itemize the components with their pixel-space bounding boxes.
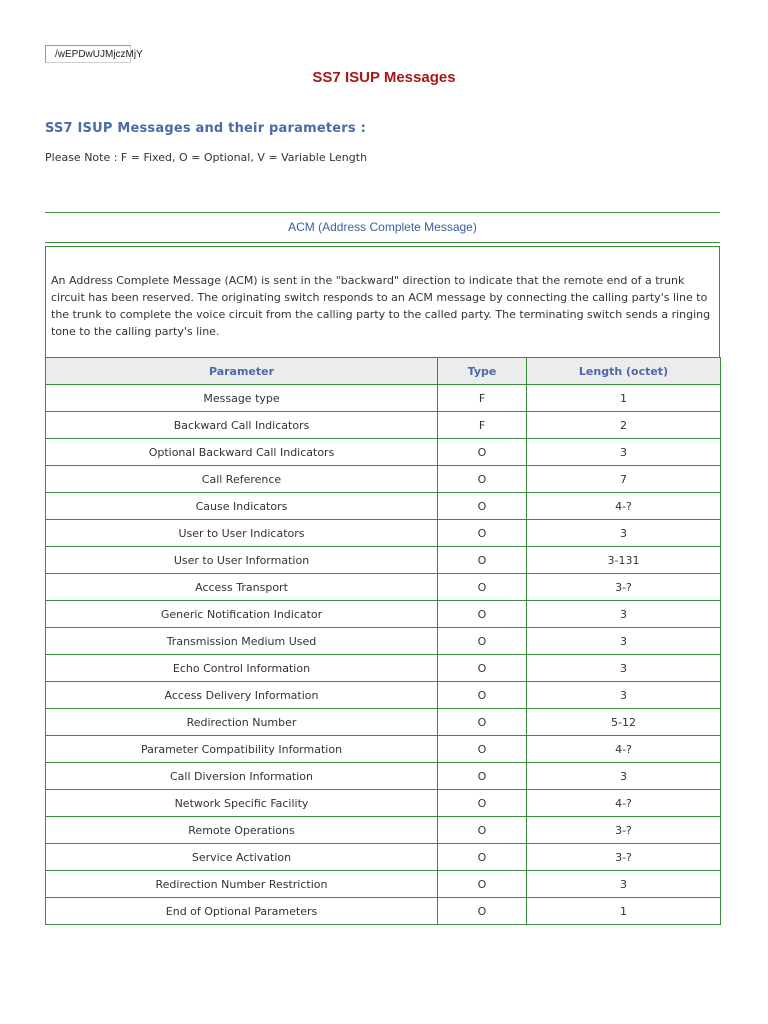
type-cell: O [438,439,527,466]
section-heading: SS7 ISUP Messages and their parameters : [45,121,366,136]
table-row [46,493,721,520]
type-cell: O [438,520,527,547]
parameter-cell: Echo Control Information [46,655,438,682]
table-row [46,412,721,439]
parameter-cell: Optional Backward Call Indicators [46,439,438,466]
parameter-cell: Access Transport [46,574,438,601]
table-row [46,466,721,493]
type-cell: O [438,547,527,574]
table-row [46,709,721,736]
table-row [46,898,721,925]
table-row [46,601,721,628]
length-cell: 3 [527,763,721,790]
parameter-cell: Transmission Medium Used [46,628,438,655]
parameter-cell: Parameter Compatibility Information [46,736,438,763]
length-cell: 3 [527,655,721,682]
table-row [46,844,721,871]
table-row [46,655,721,682]
length-cell: 3 [527,682,721,709]
parameter-cell: Backward Call Indicators [46,412,438,439]
length-cell: 2 [527,412,721,439]
length-cell: 3-? [527,817,721,844]
parameter-cell: Message type [46,385,438,412]
parameter-cell: Call Reference [46,466,438,493]
parameter-cell: Network Specific Facility [46,790,438,817]
length-cell: 7 [527,466,721,493]
type-cell: O [438,817,527,844]
length-cell: 3-? [527,844,721,871]
length-cell: 3 [527,871,721,898]
table-row [46,763,721,790]
table-header-row [46,358,721,385]
table-body [46,385,721,925]
type-cell: O [438,736,527,763]
table-row [46,628,721,655]
type-cell: O [438,574,527,601]
length-cell: 1 [527,385,721,412]
type-cell: O [438,493,527,520]
table-row [46,385,721,412]
length-cell: 3 [527,628,721,655]
parameter-cell: Redirection Number [46,709,438,736]
length-cell: 3-? [527,574,721,601]
parameter-cell: Call Diversion Information [46,763,438,790]
message-description: An Address Complete Message (ACM) is sent in the "backward" direction to indicate that the remote end of a trunk circuit has been reserved. The originating switch responds to an ACM message by connecting the calling party's line to the trunk to complete the voice circuit from the calling party to the called party. The terminating switch sends a ringing tone to the calling party's line. [45,246,720,357]
parameters-table [45,357,721,925]
length-cell: 5-12 [527,709,721,736]
column-header-parameter: Parameter [46,358,438,385]
length-cell: 3 [527,601,721,628]
message-title: ACM (Address Complete Message) [45,212,720,243]
page-title: SS7 ISUP Messages [312,69,456,86]
parameter-cell: Generic Notification Indicator [46,601,438,628]
type-cell: O [438,898,527,925]
table-row [46,682,721,709]
type-cell: O [438,601,527,628]
length-cell: 3-131 [527,547,721,574]
type-cell: F [438,412,527,439]
type-cell: O [438,628,527,655]
type-cell: O [438,655,527,682]
type-cell: O [438,871,527,898]
type-cell: O [438,790,527,817]
viewstate-field: /wEPDwUJMjczMjY [45,45,131,63]
parameter-cell: User to User Indicators [46,520,438,547]
table-row [46,736,721,763]
table-row [46,817,721,844]
column-header-type: Type [438,358,527,385]
parameter-cell: Cause Indicators [46,493,438,520]
length-cell: 4-? [527,736,721,763]
type-cell: O [438,709,527,736]
table-row [46,574,721,601]
table-row [46,790,721,817]
type-cell: F [438,385,527,412]
length-cell: 3 [527,520,721,547]
parameter-cell: End of Optional Parameters [46,898,438,925]
length-cell: 4-? [527,790,721,817]
type-cell: O [438,844,527,871]
table-row [46,439,721,466]
legend-note: Please Note : F = Fixed, O = Optional, V = Variable Length [45,151,368,164]
length-cell: 3 [527,439,721,466]
column-header-length: Length (octet) [527,358,721,385]
table-row [46,871,721,898]
length-cell: 4-? [527,493,721,520]
table-row [46,547,721,574]
parameter-cell: User to User Information [46,547,438,574]
parameter-cell: Remote Operations [46,817,438,844]
table-row [46,520,721,547]
type-cell: O [438,763,527,790]
parameter-cell: Redirection Number Restriction [46,871,438,898]
length-cell: 1 [527,898,721,925]
parameter-cell: Service Activation [46,844,438,871]
parameter-cell: Access Delivery Information [46,682,438,709]
type-cell: O [438,682,527,709]
type-cell: O [438,466,527,493]
